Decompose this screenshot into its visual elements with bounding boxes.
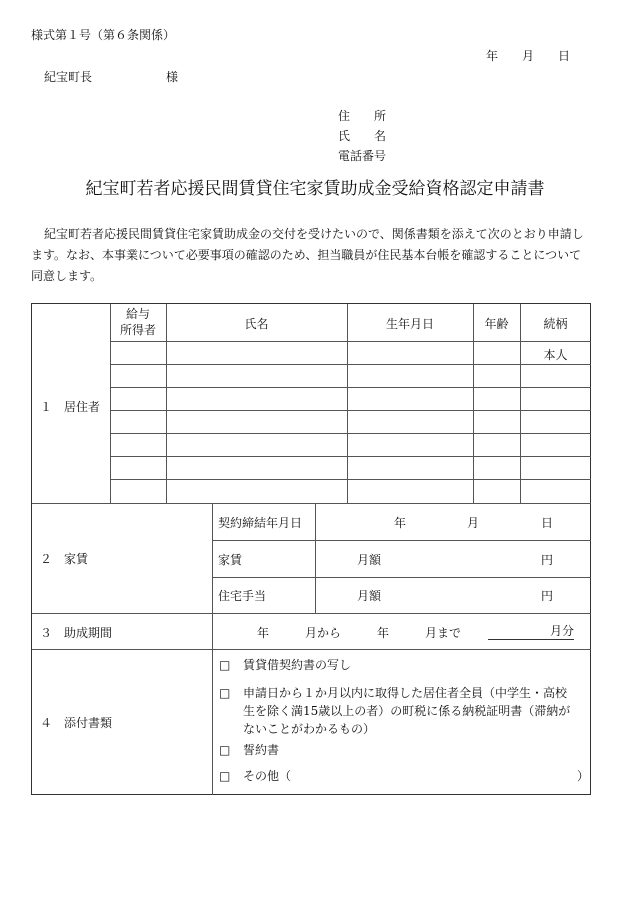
header-relation: 続柄: [543, 317, 568, 331]
relation-self: 本人: [543, 348, 568, 362]
attachment-other: [219, 767, 590, 787]
section3-label: ３ 助成期間: [40, 626, 113, 640]
intro-line-3: 同意します。: [31, 269, 103, 283]
section1-label: １ 居住者: [40, 400, 101, 414]
section4-label: ４ 添付書類: [40, 716, 113, 730]
header-earner-line2: 所得者: [119, 323, 156, 337]
address-label: 住 所: [338, 109, 387, 123]
checkbox-icon[interactable]: □: [219, 743, 231, 757]
header-birthdate: 生年月日: [385, 317, 434, 331]
allowance-monthly-label: 月額: [357, 589, 382, 603]
attachment-pledge: [219, 741, 579, 761]
header-earner-line1: 給与: [125, 307, 150, 321]
period-months: 月分: [488, 624, 574, 640]
attachment-label: 申請日から１か月以内に取得した居住者全員（中学生・高校生を除く満15歳以上の者）の町税に係る納税証明書（滞納がないことがわかるもの）: [243, 686, 571, 736]
contract-date-label: 契約締結年月日: [218, 516, 303, 530]
period-from-month: 月から: [305, 626, 342, 640]
attachment-label: 賃貸借契約書の写し: [243, 658, 352, 672]
header-name: 氏名: [244, 317, 269, 331]
rent-label: 家賃: [218, 553, 243, 567]
date-day-label: 日: [558, 49, 571, 63]
housing-allowance-label: 住宅手当: [218, 589, 267, 603]
page-title: 紀宝町若者応援民間賃貸住宅家賃助成金受給資格認定申請書: [85, 179, 545, 199]
form-number: 様式第１号（第６条関係）: [31, 28, 176, 42]
date-year-label: 年: [486, 49, 499, 63]
rent-monthly-label: 月額: [357, 553, 382, 567]
attachment-tax-certificate: [219, 684, 579, 740]
contract-day: 日: [541, 516, 554, 530]
intro-line-2: ます。なお、本事業について必要事項の確認のため、担当職員が住民基本台帳を確認することについて: [31, 248, 582, 262]
section2-label: ２ 家賃: [40, 552, 89, 566]
checkbox-icon[interactable]: □: [219, 658, 231, 672]
addressee-name: 紀宝町長: [44, 70, 93, 84]
allowance-yen-label: 円: [541, 589, 554, 603]
period-from-year: 年: [257, 626, 270, 640]
period-to-month: 月まで: [425, 626, 462, 640]
contract-month: 月: [467, 516, 480, 530]
other-close-paren: ）: [577, 769, 590, 783]
period-to-year: 年: [377, 626, 390, 640]
attachment-lease-copy: [219, 656, 579, 676]
header-age: 年齢: [484, 317, 509, 331]
checkbox-icon[interactable]: □: [219, 769, 231, 783]
rent-yen-label: 円: [541, 553, 554, 567]
date-month-label: 月: [522, 49, 535, 63]
intro-line-1: 紀宝町若者応援民間賃貸住宅家賃助成金の交付を受けたいので、関係書類を添えて次のとおり申請し: [44, 227, 584, 241]
applicant-name-label: 氏 名: [338, 129, 387, 143]
application-table: [31, 303, 591, 795]
addressee-suffix: 様: [166, 70, 179, 84]
phone-label: 電話番号: [338, 149, 387, 163]
contract-year: 年: [394, 516, 407, 530]
checkbox-icon[interactable]: □: [219, 686, 231, 700]
attachment-label: その他（: [243, 769, 292, 783]
attachment-label: 誓約書: [243, 743, 280, 757]
